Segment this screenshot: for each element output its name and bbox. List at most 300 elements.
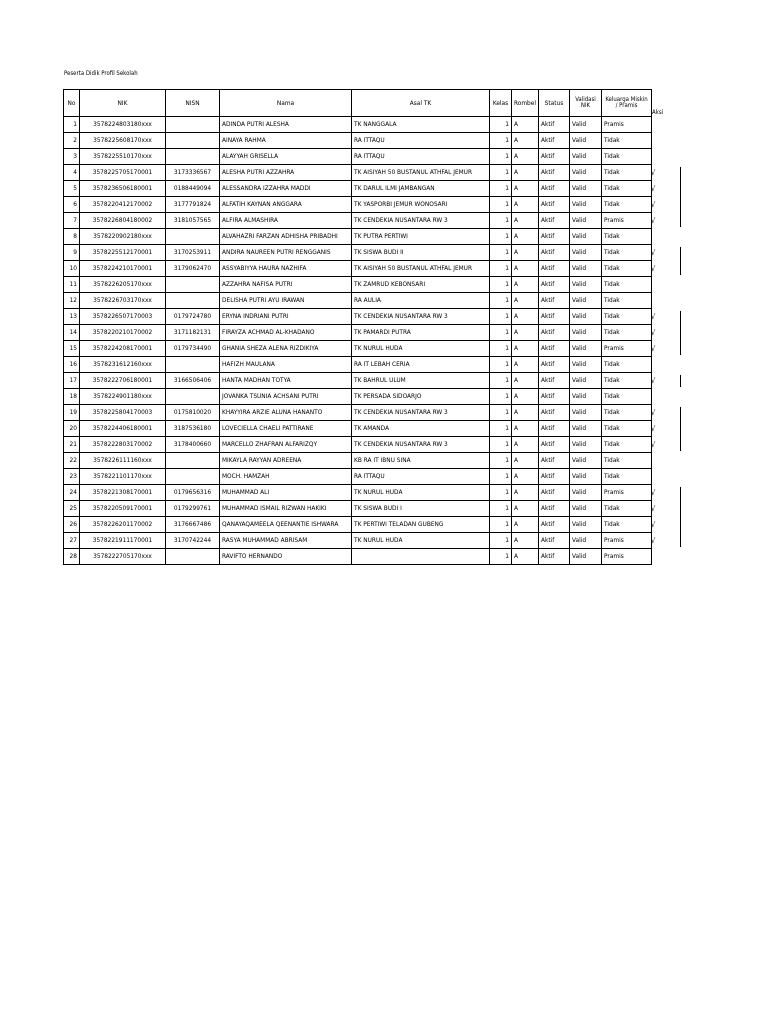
cell-asal-tk: RA ITTAQU <box>352 469 490 485</box>
cell-validasi-nik: Valid <box>570 277 602 293</box>
cell-no: 2 <box>64 133 80 149</box>
cell-asal-tk: KB RA IT IBNU SINA <box>352 453 490 469</box>
cell-kelas: 1 <box>490 197 512 213</box>
cell-nik: 3578225510170xxx <box>80 149 166 165</box>
cell-kelas: 1 <box>490 517 512 533</box>
cell-asal-tk: TK PERTIWI TELADAN GUBENG <box>352 517 490 533</box>
cell-keluarga: Tidak <box>602 309 652 325</box>
aksi-divider <box>680 487 681 547</box>
cell-keluarga: Tidak <box>602 389 652 405</box>
table-row <box>64 357 652 373</box>
cell-nisn <box>166 453 220 469</box>
cell-validasi-nik: Valid <box>570 405 602 421</box>
cell-kelas: 1 <box>490 501 512 517</box>
cell-validasi-nik: Valid <box>570 517 602 533</box>
table-row <box>64 165 652 181</box>
cell-keluarga: Tidak <box>602 181 652 197</box>
cell-status: Aktif <box>539 165 570 181</box>
cell-rombel: A <box>512 213 539 229</box>
cell-validasi-nik: Valid <box>570 117 602 133</box>
cell-kelas: 1 <box>490 357 512 373</box>
cell-nik: 3578221101170xxx <box>80 469 166 485</box>
aksi-check-icon: √ <box>651 248 656 257</box>
cell-no: 13 <box>64 309 80 325</box>
cell-kelas: 1 <box>490 165 512 181</box>
cell-nisn: 3166506406 <box>166 373 220 389</box>
cell-asal-tk: TK BAHRUL ULUM <box>352 373 490 389</box>
cell-status: Aktif <box>539 245 570 261</box>
cell-kelas: 1 <box>490 261 512 277</box>
aksi-check-icon: √ <box>651 504 656 513</box>
table-row <box>64 517 652 533</box>
cell-rombel: A <box>512 373 539 389</box>
cell-validasi-nik: Valid <box>570 437 602 453</box>
cell-nik: 3578220509170001 <box>80 501 166 517</box>
cell-nisn: 3177791824 <box>166 197 220 213</box>
cell-kelas: 1 <box>490 485 512 501</box>
col-header-rombel: Rombel <box>512 90 539 117</box>
aksi-divider <box>680 247 681 275</box>
cell-nama: MOCH. HAMZAH <box>220 469 352 485</box>
cell-kelas: 1 <box>490 293 512 309</box>
cell-status: Aktif <box>539 293 570 309</box>
cell-asal-tk: TK CENDEKIA NUSANTARA RW 3 <box>352 309 490 325</box>
cell-nisn <box>166 149 220 165</box>
aksi-check-icon: √ <box>651 408 656 417</box>
cell-no: 5 <box>64 181 80 197</box>
cell-status: Aktif <box>539 453 570 469</box>
cell-rombel: A <box>512 133 539 149</box>
cell-status: Aktif <box>539 517 570 533</box>
cell-nisn <box>166 293 220 309</box>
cell-no: 1 <box>64 117 80 133</box>
table-row <box>64 485 652 501</box>
cell-nisn: 3170253911 <box>166 245 220 261</box>
cell-nik: 3578225705170001 <box>80 165 166 181</box>
cell-nisn: 3179062470 <box>166 261 220 277</box>
aksi-check-icon: √ <box>651 264 656 273</box>
cell-no: 17 <box>64 373 80 389</box>
cell-no: 12 <box>64 293 80 309</box>
cell-nik: 3578225512170001 <box>80 245 166 261</box>
cell-nisn: 0175810020 <box>166 405 220 421</box>
cell-no: 11 <box>64 277 80 293</box>
cell-no: 19 <box>64 405 80 421</box>
cell-rombel: A <box>512 181 539 197</box>
page-title: Peserta Didik Profil Sekolah <box>64 70 138 77</box>
cell-kelas: 1 <box>490 549 512 565</box>
cell-kelas: 1 <box>490 325 512 341</box>
cell-status: Aktif <box>539 117 570 133</box>
cell-rombel: A <box>512 453 539 469</box>
cell-rombel: A <box>512 517 539 533</box>
cell-status: Aktif <box>539 421 570 437</box>
cell-nama: KHAYYIRA ARZIE ALUNA HANANTO <box>220 405 352 421</box>
cell-nik: 3578222705170xxx <box>80 549 166 565</box>
cell-keluarga: Pramis <box>602 549 652 565</box>
cell-validasi-nik: Valid <box>570 341 602 357</box>
table-row <box>64 261 652 277</box>
cell-validasi-nik: Valid <box>570 133 602 149</box>
cell-rombel: A <box>512 421 539 437</box>
cell-nisn: 3178400660 <box>166 437 220 453</box>
cell-validasi-nik: Valid <box>570 373 602 389</box>
aksi-check-icon: √ <box>651 376 656 385</box>
table-row <box>64 293 652 309</box>
cell-keluarga: Tidak <box>602 229 652 245</box>
cell-nik: 3578222803170002 <box>80 437 166 453</box>
cell-asal-tk: TK AISIYAH 50 BUSTANUL ATHFAL JEMUR <box>352 261 490 277</box>
cell-status: Aktif <box>539 341 570 357</box>
cell-kelas: 1 <box>490 421 512 437</box>
cell-kelas: 1 <box>490 133 512 149</box>
cell-asal-tk: TK NURUL HUDA <box>352 485 490 501</box>
cell-nisn: 0179734490 <box>166 341 220 357</box>
cell-rombel: A <box>512 149 539 165</box>
cell-asal-tk: RA ITTAQU <box>352 133 490 149</box>
aksi-check-icon: √ <box>651 312 656 321</box>
cell-keluarga: Tidak <box>602 501 652 517</box>
cell-keluarga: Tidak <box>602 405 652 421</box>
cell-nisn: 3181057565 <box>166 213 220 229</box>
cell-validasi-nik: Valid <box>570 245 602 261</box>
cell-rombel: A <box>512 293 539 309</box>
col-header-nama: Nama <box>220 90 352 117</box>
cell-kelas: 1 <box>490 117 512 133</box>
cell-status: Aktif <box>539 197 570 213</box>
cell-nama: RAVIFTO HERNANDO <box>220 549 352 565</box>
cell-no: 24 <box>64 485 80 501</box>
cell-status: Aktif <box>539 133 570 149</box>
cell-keluarga: Tidak <box>602 421 652 437</box>
cell-validasi-nik: Valid <box>570 229 602 245</box>
cell-asal-tk: TK AMANDA <box>352 421 490 437</box>
cell-nik: 3578222706180001 <box>80 373 166 389</box>
cell-rombel: A <box>512 341 539 357</box>
cell-status: Aktif <box>539 213 570 229</box>
cell-keluarga: Tidak <box>602 469 652 485</box>
cell-nama: MUHAMMAD ISMAIL RIZWAN HAKIKI <box>220 501 352 517</box>
cell-kelas: 1 <box>490 533 512 549</box>
cell-nisn <box>166 389 220 405</box>
cell-asal-tk: RA ITTAQU <box>352 149 490 165</box>
cell-asal-tk: TK PUTRA PERTIWI <box>352 229 490 245</box>
cell-no: 27 <box>64 533 80 549</box>
cell-validasi-nik: Valid <box>570 325 602 341</box>
cell-nik: 3578226703170xxx <box>80 293 166 309</box>
cell-nama: MUHAMMAD ALI <box>220 485 352 501</box>
table-row <box>64 453 652 469</box>
cell-kelas: 1 <box>490 245 512 261</box>
cell-no: 4 <box>64 165 80 181</box>
cell-status: Aktif <box>539 485 570 501</box>
cell-nisn: 0179299761 <box>166 501 220 517</box>
cell-nik: 3578225804170003 <box>80 405 166 421</box>
cell-validasi-nik: Valid <box>570 453 602 469</box>
aksi-divider <box>680 407 681 451</box>
aksi-divider <box>680 311 681 355</box>
col-header-no: No <box>64 90 80 117</box>
cell-validasi-nik: Valid <box>570 501 602 517</box>
col-header-kelas: Kelas <box>490 90 512 117</box>
table-row <box>64 437 652 453</box>
cell-no: 20 <box>64 421 80 437</box>
col-header-aksi: Aksi <box>652 109 664 116</box>
col-header-nik: NIK <box>80 90 166 117</box>
cell-rombel: A <box>512 389 539 405</box>
cell-keluarga: Tidak <box>602 357 652 373</box>
cell-rombel: A <box>512 485 539 501</box>
cell-validasi-nik: Valid <box>570 197 602 213</box>
cell-nisn <box>166 549 220 565</box>
cell-asal-tk: TK AISIYAH 50 BUSTANUL ATHFAL JEMUR <box>352 165 490 181</box>
cell-no: 22 <box>64 453 80 469</box>
cell-nisn <box>166 133 220 149</box>
cell-rombel: A <box>512 533 539 549</box>
table-row <box>64 389 652 405</box>
cell-kelas: 1 <box>490 149 512 165</box>
cell-nik: 3578226111160xxx <box>80 453 166 469</box>
cell-nama: ALESSANDRA IZZAHRA MADDI <box>220 181 352 197</box>
cell-asal-tk: TK SISWA BUDI I <box>352 501 490 517</box>
cell-kelas: 1 <box>490 213 512 229</box>
cell-status: Aktif <box>539 357 570 373</box>
cell-no: 15 <box>64 341 80 357</box>
table-row <box>64 501 652 517</box>
aksi-check-icon: √ <box>651 520 656 529</box>
cell-nisn <box>166 117 220 133</box>
cell-nama: MIKAYLA RAYYAN ADREENA <box>220 453 352 469</box>
table-row <box>64 277 652 293</box>
cell-nisn: 3171182131 <box>166 325 220 341</box>
cell-asal-tk: TK PAMARDI PUTRA <box>352 325 490 341</box>
cell-no: 21 <box>64 437 80 453</box>
cell-rombel: A <box>512 469 539 485</box>
aksi-check-icon: √ <box>651 440 656 449</box>
cell-validasi-nik: Valid <box>570 261 602 277</box>
aksi-column <box>651 117 691 567</box>
cell-nama: ALVAHAZRI FARZAN ADHISHA PRIBADHI <box>220 229 352 245</box>
cell-rombel: A <box>512 245 539 261</box>
table-row <box>64 469 652 485</box>
cell-status: Aktif <box>539 181 570 197</box>
cell-nisn: 0188449094 <box>166 181 220 197</box>
table-row <box>64 549 652 565</box>
cell-asal-tk: TK NURUL HUDA <box>352 341 490 357</box>
cell-keluarga: Tidak <box>602 325 652 341</box>
cell-keluarga: Tidak <box>602 149 652 165</box>
cell-nama: JOVANKA TSUNIA ACHSANI PUTRI <box>220 389 352 405</box>
cell-nik: 3578225608170xxx <box>80 133 166 149</box>
col-header-keluarga: Keluarga Miskin / Pramis <box>602 90 652 117</box>
cell-no: 8 <box>64 229 80 245</box>
cell-asal-tk: TK SISWA BUDI II <box>352 245 490 261</box>
aksi-divider <box>680 167 681 227</box>
cell-nama: ALFATIH KAYNAN ANGGARA <box>220 197 352 213</box>
cell-nama: ASSYABIYYA HAURA NAZHIFA <box>220 261 352 277</box>
cell-nik: 3578236506180001 <box>80 181 166 197</box>
cell-nama: ADINDA PUTRI ALESHA <box>220 117 352 133</box>
student-table <box>63 89 652 565</box>
cell-no: 10 <box>64 261 80 277</box>
cell-rombel: A <box>512 277 539 293</box>
cell-validasi-nik: Valid <box>570 389 602 405</box>
aksi-check-icon: √ <box>651 424 656 433</box>
cell-keluarga: Pramis <box>602 533 652 549</box>
cell-nama: ERYNA INDRIANI PUTRI <box>220 309 352 325</box>
cell-no: 6 <box>64 197 80 213</box>
cell-rombel: A <box>512 325 539 341</box>
table-row <box>64 213 652 229</box>
cell-status: Aktif <box>539 389 570 405</box>
table-row <box>64 325 652 341</box>
cell-status: Aktif <box>539 229 570 245</box>
cell-nama: ALFIRA ALMASHIRA <box>220 213 352 229</box>
cell-keluarga: Tidak <box>602 453 652 469</box>
cell-kelas: 1 <box>490 453 512 469</box>
cell-validasi-nik: Valid <box>570 421 602 437</box>
cell-nik: 3578224406180001 <box>80 421 166 437</box>
cell-no: 26 <box>64 517 80 533</box>
cell-status: Aktif <box>539 405 570 421</box>
aksi-check-icon: √ <box>651 216 656 225</box>
cell-nik: 3578224210170001 <box>80 261 166 277</box>
cell-validasi-nik: Valid <box>570 165 602 181</box>
cell-keluarga: Tidak <box>602 517 652 533</box>
cell-validasi-nik: Valid <box>570 181 602 197</box>
cell-nama: DELISHA PUTRI AYU IRAWAN <box>220 293 352 309</box>
cell-status: Aktif <box>539 325 570 341</box>
cell-validasi-nik: Valid <box>570 213 602 229</box>
cell-kelas: 1 <box>490 373 512 389</box>
cell-nik: 3578226804180002 <box>80 213 166 229</box>
cell-status: Aktif <box>539 549 570 565</box>
cell-nik: 3578224803180xxx <box>80 117 166 133</box>
cell-nisn: 3173336567 <box>166 165 220 181</box>
cell-asal-tk: TK CENDEKIA NUSANTARA RW 3 <box>352 213 490 229</box>
cell-nama: MARCELLO ZHAFRAN ALFARIZQY <box>220 437 352 453</box>
cell-validasi-nik: Valid <box>570 469 602 485</box>
cell-asal-tk: TK ZAMRUD KEBONSARI <box>352 277 490 293</box>
cell-asal-tk: TK PERSADA SIDOARJO <box>352 389 490 405</box>
cell-nama: HANTA MADHAN TOTYA <box>220 373 352 389</box>
table-row <box>64 341 652 357</box>
cell-status: Aktif <box>539 437 570 453</box>
cell-no: 23 <box>64 469 80 485</box>
aksi-check-icon: √ <box>651 536 656 545</box>
cell-status: Aktif <box>539 261 570 277</box>
cell-asal-tk: TK CENDEKIA NUSANTARA RW 3 <box>352 437 490 453</box>
cell-status: Aktif <box>539 309 570 325</box>
table-row <box>64 117 652 133</box>
cell-status: Aktif <box>539 501 570 517</box>
cell-rombel: A <box>512 405 539 421</box>
table-row <box>64 181 652 197</box>
cell-nisn: 3170742244 <box>166 533 220 549</box>
cell-rombel: A <box>512 229 539 245</box>
cell-nik: 3578221911170001 <box>80 533 166 549</box>
cell-nama: RASYA MUHAMMAD ABRISAM <box>220 533 352 549</box>
table-row <box>64 149 652 165</box>
table-row <box>64 309 652 325</box>
aksi-check-icon: √ <box>651 168 656 177</box>
col-header-asal-tk: Asal TK <box>352 90 490 117</box>
cell-asal-tk: RA AULIA <box>352 293 490 309</box>
cell-validasi-nik: Valid <box>570 357 602 373</box>
cell-rombel: A <box>512 309 539 325</box>
cell-asal-tk <box>352 549 490 565</box>
cell-nisn <box>166 277 220 293</box>
cell-asal-tk: TK DARUL ILMI JAMBANGAN <box>352 181 490 197</box>
cell-keluarga: Tidak <box>602 437 652 453</box>
cell-validasi-nik: Valid <box>570 549 602 565</box>
cell-nama: AINAYA RAHMA <box>220 133 352 149</box>
cell-nisn <box>166 229 220 245</box>
cell-rombel: A <box>512 549 539 565</box>
cell-nisn: 3187536180 <box>166 421 220 437</box>
col-header-validasi-nik: Validasi NIK <box>570 90 602 117</box>
table-header-row <box>64 90 652 117</box>
cell-keluarga: Pramis <box>602 117 652 133</box>
aksi-check-icon: √ <box>651 184 656 193</box>
cell-kelas: 1 <box>490 309 512 325</box>
cell-rombel: A <box>512 117 539 133</box>
cell-kelas: 1 <box>490 405 512 421</box>
cell-kelas: 1 <box>490 389 512 405</box>
cell-nama: GHANIA SHEZA ALENA RIZDIKIYA <box>220 341 352 357</box>
cell-nisn <box>166 357 220 373</box>
cell-validasi-nik: Valid <box>570 485 602 501</box>
cell-status: Aktif <box>539 149 570 165</box>
cell-validasi-nik: Valid <box>570 293 602 309</box>
cell-keluarga: Pramis <box>602 341 652 357</box>
cell-nisn <box>166 469 220 485</box>
cell-no: 7 <box>64 213 80 229</box>
cell-nisn: 3176667486 <box>166 517 220 533</box>
cell-keluarga: Pramis <box>602 213 652 229</box>
cell-nik: 3578224901180xxx <box>80 389 166 405</box>
cell-no: 25 <box>64 501 80 517</box>
cell-rombel: A <box>512 437 539 453</box>
aksi-check-icon: √ <box>651 488 656 497</box>
cell-no: 14 <box>64 325 80 341</box>
cell-kelas: 1 <box>490 229 512 245</box>
col-header-status: Status <box>539 90 570 117</box>
cell-rombel: A <box>512 501 539 517</box>
table-row <box>64 245 652 261</box>
cell-validasi-nik: Valid <box>570 149 602 165</box>
cell-status: Aktif <box>539 373 570 389</box>
cell-asal-tk: TK NANGGALA <box>352 117 490 133</box>
cell-validasi-nik: Valid <box>570 309 602 325</box>
cell-kelas: 1 <box>490 181 512 197</box>
cell-nik: 3578226205170xxx <box>80 277 166 293</box>
cell-nama: QANAYAQAMEELA QEENANTIE ISHWARA <box>220 517 352 533</box>
cell-nama: HAFIZH MAULANA <box>220 357 352 373</box>
cell-keluarga: Tidak <box>602 373 652 389</box>
cell-kelas: 1 <box>490 277 512 293</box>
cell-nisn: 0179656316 <box>166 485 220 501</box>
cell-keluarga: Tidak <box>602 245 652 261</box>
cell-no: 18 <box>64 389 80 405</box>
table-row <box>64 197 652 213</box>
cell-no: 3 <box>64 149 80 165</box>
table-row <box>64 405 652 421</box>
cell-asal-tk: TK NURUL HUDA <box>352 533 490 549</box>
cell-nik: 3578226201170002 <box>80 517 166 533</box>
cell-keluarga: Tidak <box>602 277 652 293</box>
cell-nisn: 0179724780 <box>166 309 220 325</box>
